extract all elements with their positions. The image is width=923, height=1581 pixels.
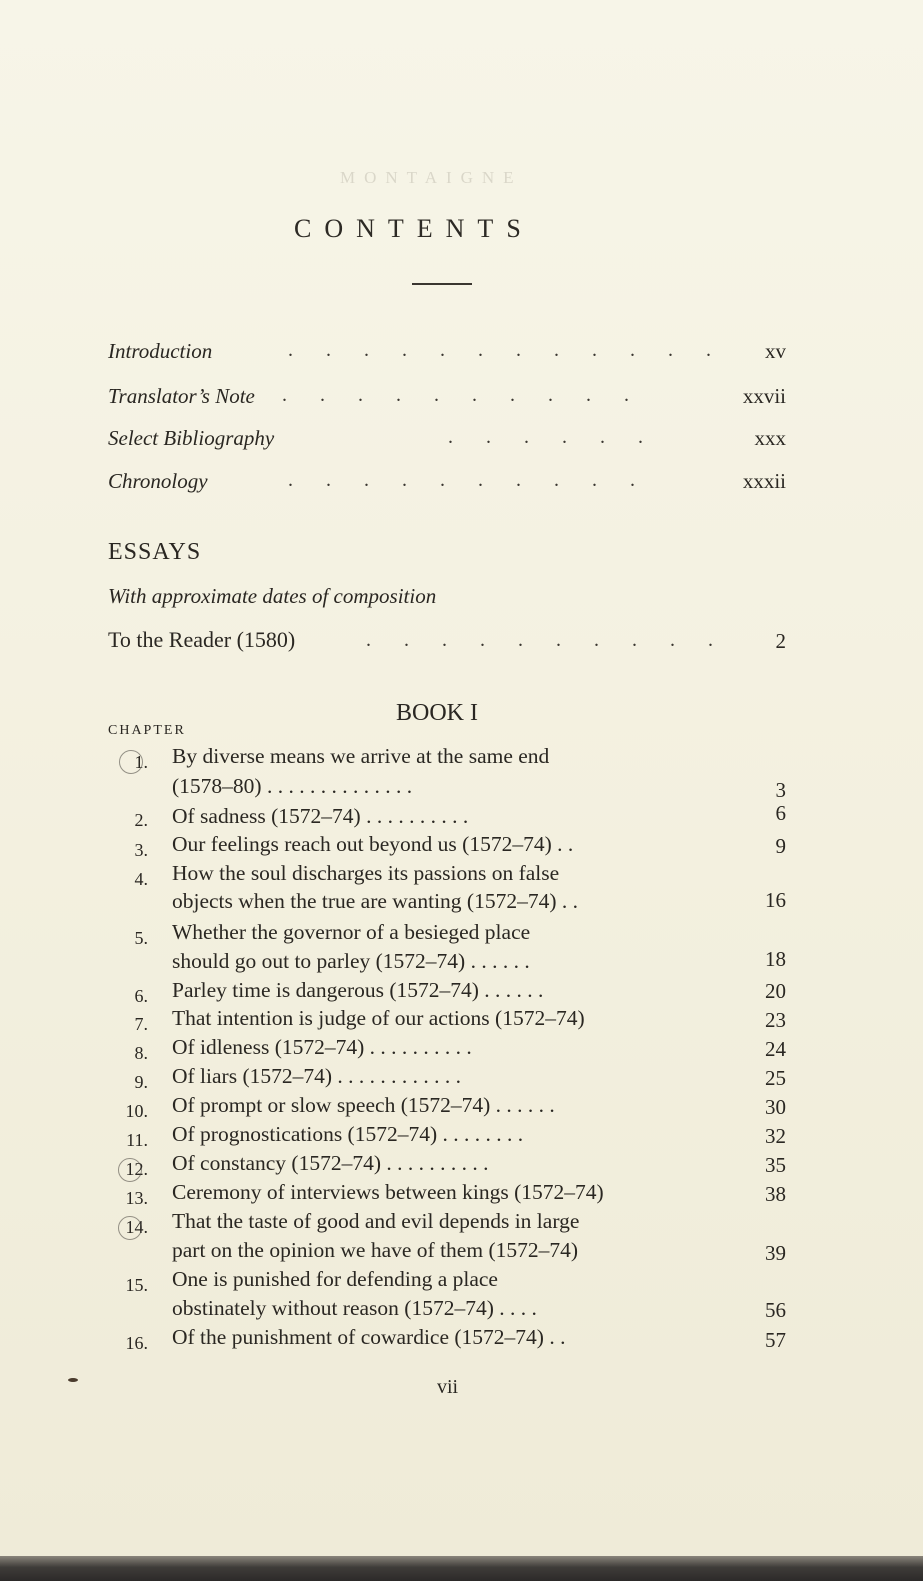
pencil-circle-mark: [118, 1216, 142, 1240]
fm-leader-dots: . . . . . . . . . . . .: [288, 339, 725, 361]
chapter-number: 5.: [134, 928, 148, 948]
chapter-title-line: How the soul discharges its passions on false: [172, 861, 560, 885]
fm-label-translators-note: Translator’s Note: [108, 384, 255, 408]
to-the-reader-page: 2: [775, 629, 786, 653]
chapter-title-line: That the taste of good and evil depends in large: [172, 1209, 580, 1233]
chapter-title-line: Of constancy (1572–74) . . . . . . . . . .: [172, 1151, 489, 1175]
fm-leader-dots: . . . . . . . . . .: [288, 469, 649, 491]
book-heading: BOOK I: [396, 700, 478, 726]
chapter-column-label: CHAPTER: [108, 723, 186, 738]
scan-bottom-edge: [0, 1556, 923, 1581]
fm-leader-dots: . . . . . . . . . .: [282, 384, 643, 406]
essays-subtitle: With approximate dates of composition: [108, 584, 437, 608]
chapter-page: 39: [765, 1241, 786, 1265]
fm-page-translators-note: xxvii: [742, 384, 786, 408]
chapter-number: 3.: [134, 840, 148, 860]
chapter-page: 30: [765, 1095, 786, 1119]
pencil-circle-mark: [118, 1158, 142, 1182]
title-rule: [412, 283, 472, 285]
chapter-page: 6: [775, 801, 786, 825]
chapter-page: 38: [765, 1182, 786, 1206]
chapter-title-line: (1578–80) . . . . . . . . . . . . . .: [172, 774, 413, 798]
chapter-title-line: Whether the governor of a besieged place: [172, 920, 531, 944]
chapter-number: 7.: [134, 1014, 148, 1034]
chapter-title-line: Of the punishment of cowardice (1572–74) . .: [172, 1325, 566, 1349]
fm-label-chronology: Chronology: [108, 469, 208, 493]
page-title: CONTENTS: [294, 214, 534, 243]
pencil-circle-mark: [119, 750, 143, 774]
fm-label-bibliography: Select Bibliography: [108, 426, 275, 450]
chapter-page: 9: [775, 834, 786, 858]
chapter-title-line: objects when the true are wanting (1572–74) . .: [172, 889, 578, 913]
chapter-number: 12.: [125, 1159, 148, 1179]
chapter-title-line: Our feelings reach out beyond us (1572–74) . .: [172, 832, 574, 856]
chapter-title-line: Parley time is dangerous (1572–74) . . . . . .: [172, 978, 544, 1002]
chapter-page: 32: [765, 1124, 786, 1148]
chapter-title-line: Of sadness (1572–74) . . . . . . . . . .: [172, 804, 469, 828]
chapter-page: 24: [765, 1037, 786, 1061]
chapter-title-line: Of prognostications (1572–74) . . . . . . . .: [172, 1122, 524, 1146]
chapter-title-line: One is punished for defending a place: [172, 1267, 498, 1291]
ink-speck: [68, 1378, 78, 1382]
reader-leader-dots: . . . . . . . . . .: [366, 629, 727, 651]
chapter-page: 56: [765, 1298, 786, 1322]
chapter-page: 23: [765, 1008, 786, 1032]
fm-page-bibliography: xxx: [754, 426, 786, 450]
bleed-through-header: MONTAIGNE: [340, 168, 523, 187]
chapter-title-line: Of liars (1572–74) . . . . . . . . . . . .: [172, 1064, 462, 1088]
chapter-number: 16.: [125, 1333, 148, 1353]
chapter-title-line: obstinately without reason (1572–74) . . . .: [172, 1296, 537, 1320]
to-the-reader-label: To the Reader (1580): [108, 627, 296, 652]
chapter-number: 2.: [134, 810, 148, 830]
chapter-page: 20: [765, 979, 786, 1003]
chapter-number: 10.: [125, 1101, 148, 1121]
chapter-number: 11.: [126, 1130, 148, 1150]
fm-leader-dots: . . . . . .: [448, 426, 657, 448]
chapter-title-line: part on the opinion we have of them (1572–74): [172, 1238, 579, 1262]
fm-label-introduction: Introduction: [108, 339, 213, 363]
chapter-page: 16: [765, 888, 786, 912]
chapter-page: 3: [775, 778, 786, 802]
chapter-title-line: That intention is judge of our actions (1572–74): [172, 1006, 585, 1030]
chapter-page: 18: [765, 947, 786, 971]
chapter-number: 4.: [134, 869, 148, 889]
fm-page-chronology: xxxii: [742, 469, 786, 493]
chapter-title-line: should go out to parley (1572–74) . . . . . .: [172, 949, 530, 973]
chapter-number: 6.: [134, 986, 148, 1006]
chapter-number: 13.: [125, 1188, 148, 1208]
chapter-number: 1.: [134, 752, 148, 772]
chapter-title-line: Ceremony of interviews between kings (1572–74): [172, 1180, 604, 1204]
chapter-number: 15.: [125, 1275, 148, 1295]
chapter-page: 25: [765, 1066, 786, 1090]
chapter-page: 35: [765, 1153, 786, 1177]
essays-heading: ESSAYS: [108, 539, 202, 565]
chapter-number: 8.: [134, 1043, 148, 1063]
chapter-title-line: By diverse means we arrive at the same end: [172, 744, 550, 768]
page-folio: vii: [437, 1376, 459, 1398]
chapter-title-line: Of idleness (1572–74) . . . . . . . . . .: [172, 1035, 472, 1059]
chapter-number: 14.: [125, 1217, 148, 1237]
chapter-page: 57: [765, 1328, 786, 1352]
chapter-number: 9.: [134, 1072, 148, 1092]
chapter-title-line: Of prompt or slow speech (1572–74) . . . . . .: [172, 1093, 555, 1117]
fm-page-introduction: xv: [765, 339, 786, 363]
